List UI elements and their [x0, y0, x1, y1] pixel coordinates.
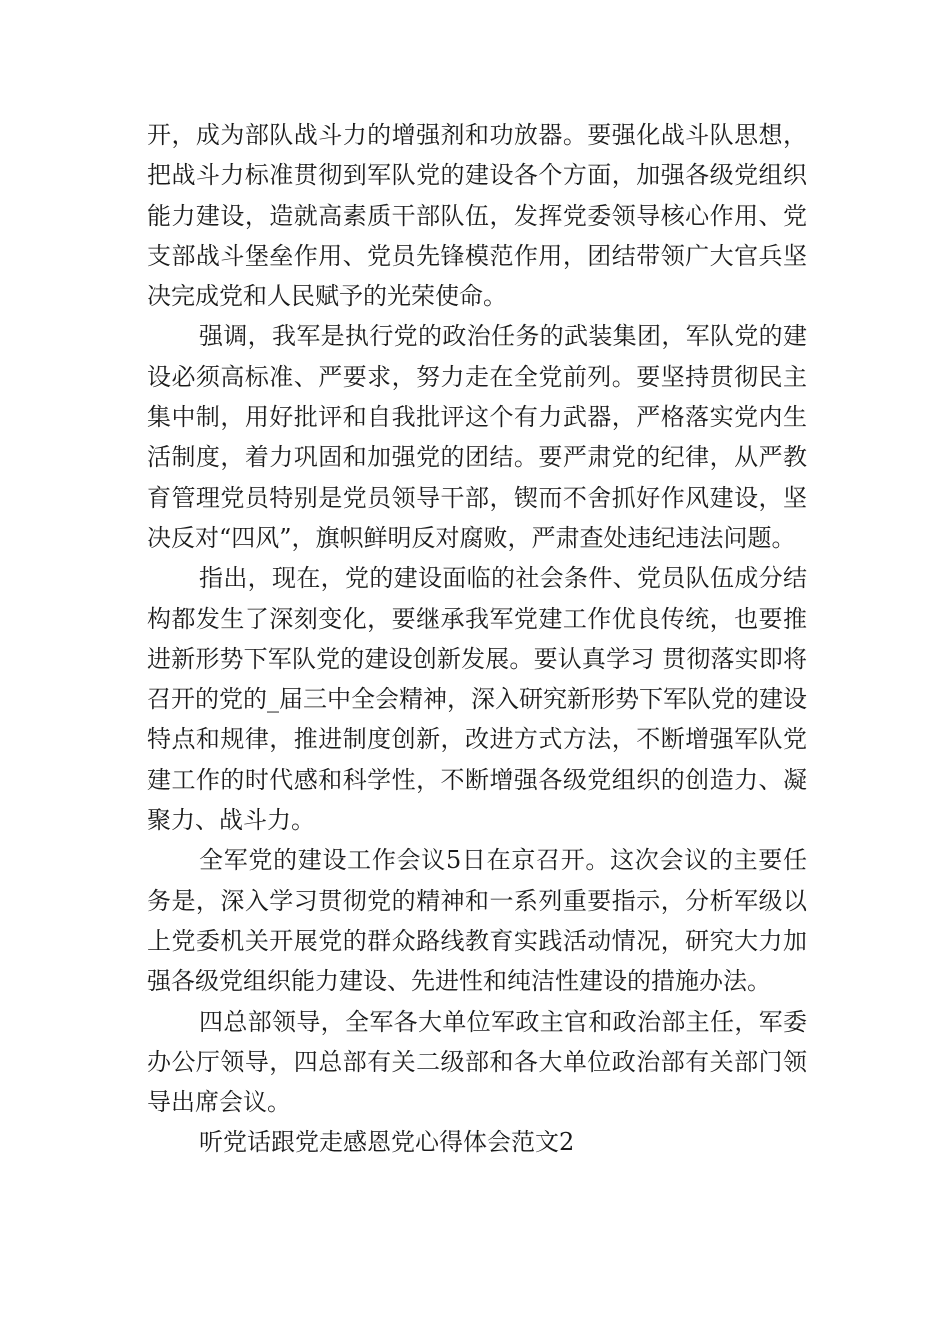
section-heading: 听党话跟党走感恩党心得体会范文2	[199, 1128, 575, 1157]
paragraph-3: 指出，现在，党的建设面临的社会条件、党员队伍成分结构都发生了深刻变化，要继承我军党建工作优良传统，也要推进新形势下军队党的建设创新发展。要认真学习 贯彻落实即将召开的党的_届三中全会精神，深入研究新形势下军队党的建设特点和规律，推进制度创新，改进方式方法，不断增强军队党建工作的时代感和科学性，不断增强各级党组织的创造力、凝聚力、战斗力。	[147, 564, 807, 835]
paragraph-2: 强调，我军是执行党的政治任务的武装集团，军队党的建设必须高标准、严要求，努力走在全党前列。要坚持贯彻民主集中制，用好批评和自我批评这个有力武器，严格落实党内生活制度，着力巩固和加强党的团结。要严肃党的纪律，从严教育管理党员特别是党员领导干部，锲而不舍抓好作风建设，坚决反对“四风”，旗帜鲜明反对腐败，严肃查处违纪违法问题。	[147, 322, 807, 552]
paragraph-1: 开，成为部队战斗力的增强剂和功放器。要强化战斗队思想，把战斗力标准贯彻到军队党的建设各个方面，加强各级党组织能力建设，造就高素质干部队伍，发挥党委领导核心作用、党支部战斗堡垒作用、党员先锋模范作用，团结带领广大官兵坚决完成党和人民赋予的光荣使命。	[147, 121, 807, 311]
paragraph-4: 全军党的建设工作会议5日在京召开。这次会议的主要任务是，深入学习贯彻党的精神和一系列重要指示，分析军级以上党委机关开展党的群众路线教育实践活动情况，研究大力加强各级党组织能力建设、先进性和纯洁性建设的措施办法。	[147, 846, 807, 996]
paragraph-5: 四总部领导，全军各大单位军政主官和政治部主任，军委办公厅领导，四总部有关二级部和各大单位政治部有关部门领导出席会议。	[147, 1007, 807, 1117]
document-body	[147, 115, 807, 1163]
